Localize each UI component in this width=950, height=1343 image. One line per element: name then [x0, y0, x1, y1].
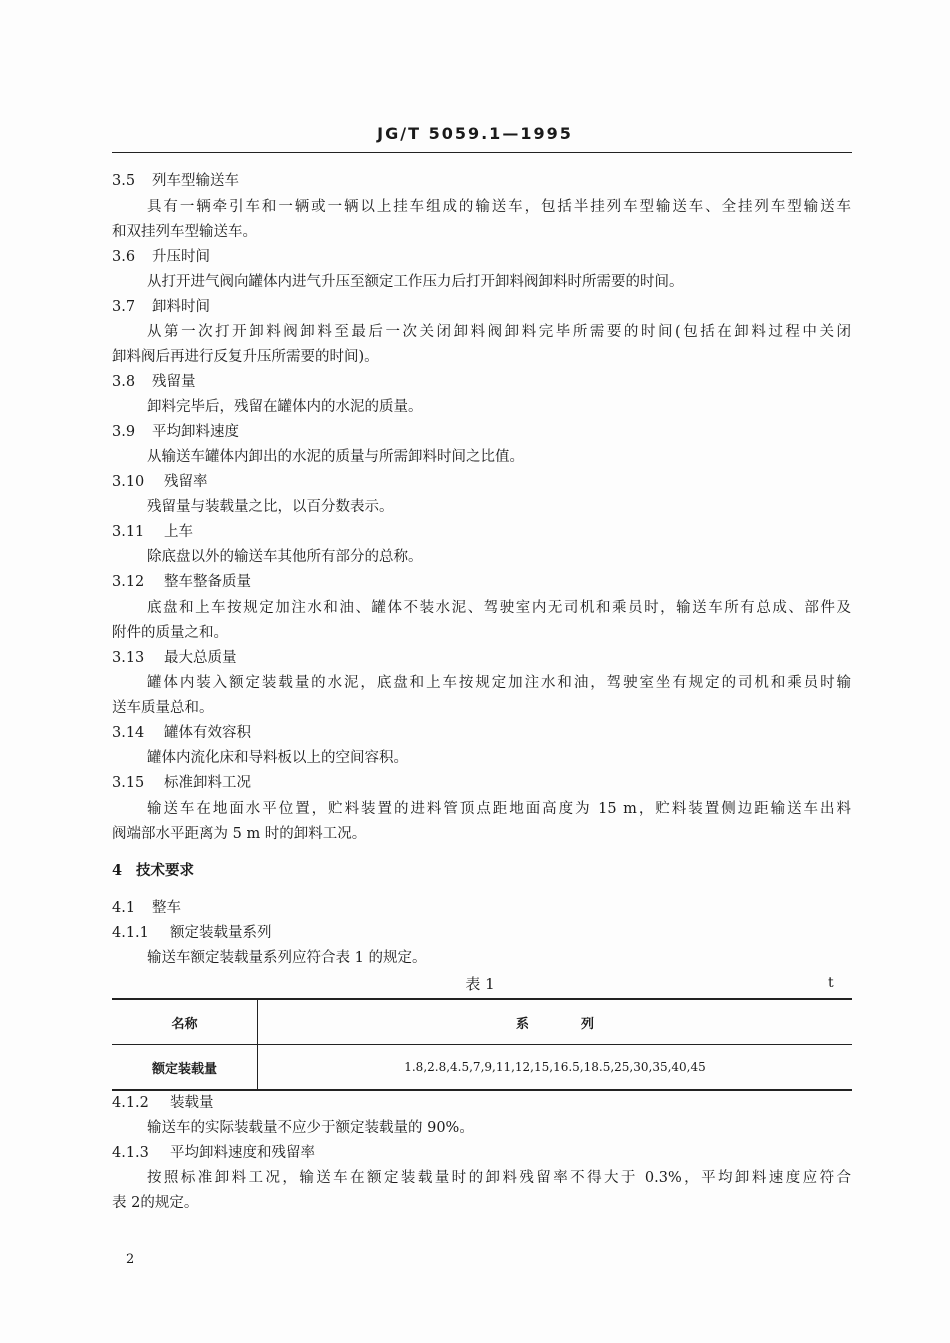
table-1: [112, 998, 852, 1091]
section-3-5-text: 具有一辆牵引车和一辆或一辆以上挂车组成的输送车，包括半挂列车型输送车、全挂列车型输送车: [147, 199, 851, 215]
table-col2-header: 系 列: [258, 999, 853, 1045]
table-row-values: 1.8,2.8,4.5,7,9,11,12,15,16.5,18.5,25,30,35,40,45: [258, 1045, 853, 1091]
table-row: [112, 1045, 852, 1091]
page-number: 2: [126, 1252, 135, 1267]
section-3-5-text: 和双挂列车型输送车。: [112, 224, 257, 240]
section-3-14-text: 罐体内流化床和导料板以上的空间容积。: [147, 750, 408, 766]
section-3-6-heading: 3.6 升压时间: [112, 249, 210, 265]
section-3-10-heading: 3.10 残留率: [112, 474, 208, 490]
section-3-12-heading: 3.12 整车整备质量: [112, 574, 251, 590]
section-3-11-text: 除底盘以外的输送车其他所有部分的总称。: [147, 549, 423, 565]
table-row-label: 额定装载量: [112, 1045, 258, 1091]
section-4-1-1-heading: 4.1.1 额定装载量系列: [112, 925, 272, 941]
table-1-caption: 表 1: [465, 975, 495, 993]
section-4-1-2-text: 输送车的实际装载量不应少于额定装载量的 90%。: [147, 1120, 474, 1136]
section-3-9-heading: 3.9 平均卸料速度: [112, 424, 239, 440]
section-4-1-3-text: 按照标准卸料工况，输送车在额定装载量时的卸料残留率不得大于 0.3%，平均卸料速度应符合: [147, 1170, 851, 1186]
section-3-9-text: 从输送车罐体内卸出的水泥的质量与所需卸料时间之比值。: [147, 449, 524, 465]
section-3-11-heading: 3.11 上车: [112, 524, 193, 540]
section-4-1-2-heading: 4.1.2 装载量: [112, 1095, 214, 1111]
section-4-1-3-text: 表 2的规定。: [112, 1195, 199, 1211]
section-3-13-heading: 3.13 最大总质量: [112, 650, 237, 666]
section-4-1-1-text: 输送车额定装载量系列应符合表 1 的规定。: [147, 950, 427, 966]
section-3-8-heading: 3.8 残留量: [112, 374, 196, 390]
section-3-13-text: 送车质量总和。: [112, 700, 214, 716]
table-col1-header: 名称: [112, 999, 258, 1045]
section-3-12-text: 底盘和上车按规定加注水和油、罐体不装水泥、驾驶室内无司机和乘员时，输送车所有总成、部件及: [147, 600, 851, 616]
section-3-13-text: 罐体内装入额定装载量的水泥，底盘和上车按规定加注水和油，驾驶室坐有规定的司机和乘员时输: [147, 675, 851, 691]
section-3-15-text: 输送车在地面水平位置，贮料装置的进料管顶点距地面高度为 15 m，贮料装置侧边距输送车出料: [147, 801, 851, 817]
section-3-15-heading: 3.15 标准卸料工况: [112, 775, 251, 791]
section-3-7-text: 从第一次打开卸料阀卸料至最后一次关闭卸料阀卸料完毕所需要的时间(包括在卸料过程中关闭: [147, 324, 851, 340]
section-3-8-text: 卸料完毕后，残留在罐体内的水泥的质量。: [147, 399, 423, 415]
section-3-15-text: 阀端部水平距离为 5 m 时的卸料工况。: [112, 826, 367, 842]
section-3-7-text: 卸料阀后再进行反复升压所需要的时间)。: [112, 349, 379, 365]
section-3-5-heading: 3.5 列车型输送车: [112, 173, 239, 189]
section-4-1-3-heading: 4.1.3 平均卸料速度和残留率: [112, 1145, 315, 1161]
table-1-unit: t: [828, 975, 834, 991]
section-3-7-heading: 3.7 卸料时间: [112, 299, 210, 315]
section-3-10-text: 残留量与装载量之比，以百分数表示。: [147, 499, 394, 515]
section-3-6-text: 从打开进气阀向罐体内进气升压至额定工作压力后打开卸料阀卸料时所需要的时间。: [147, 274, 684, 290]
header-rule: [112, 152, 852, 153]
section-3-14-heading: 3.14 罐体有效容积: [112, 725, 251, 741]
chapter-4-heading: 4 技术要求: [112, 862, 194, 879]
table-header-row: [112, 999, 852, 1045]
page-header: JG/T 5059.1—1995: [377, 124, 573, 143]
section-3-12-text: 附件的质量之和。: [112, 625, 228, 641]
section-4-1-heading: 4.1 整车: [112, 900, 181, 916]
